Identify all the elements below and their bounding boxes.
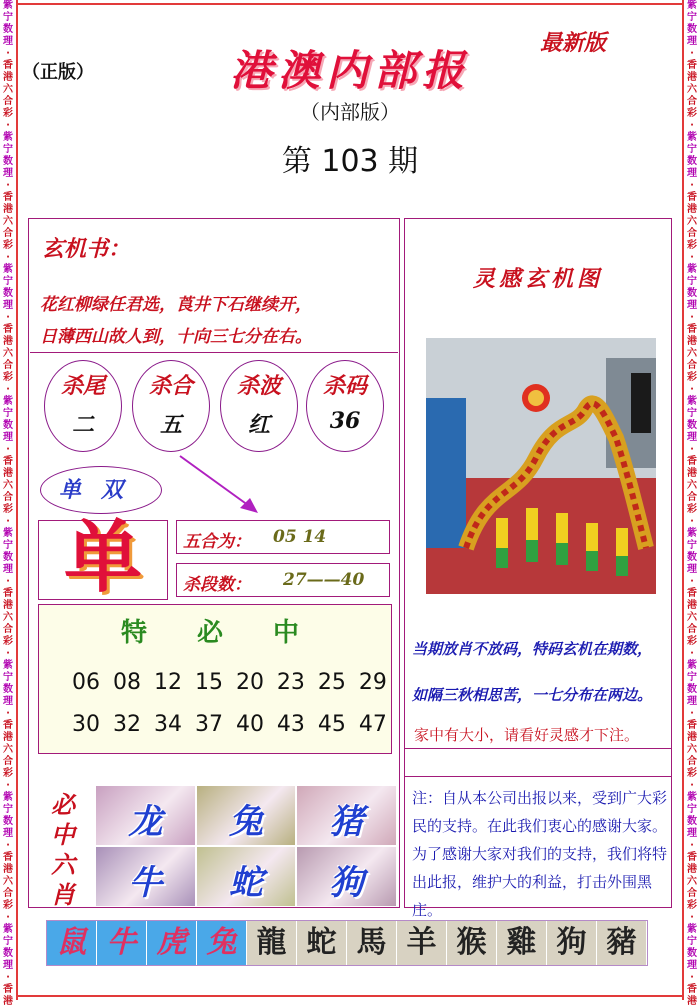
zodiac-cell: 雞 [497,921,547,965]
border-char: 六 [3,84,13,95]
border-char: · [6,840,10,851]
border-char: 港 [3,72,13,83]
zodiac-cell: 豬 [597,921,647,965]
border-char: 理 [687,696,697,707]
border-char: 彩 [687,372,697,383]
border-char: 紫 [687,0,697,11]
border-char: 彩 [687,108,697,119]
border-char: 紫 [687,264,697,275]
border-char: · [690,312,694,323]
border-char: · [690,576,694,587]
zodiac-cell-highlight: 兔 [197,921,247,965]
border-char: 紫 [687,792,697,803]
border-char: 香 [687,984,697,995]
border-char: 香 [687,324,697,335]
border-char: 紫 [687,132,697,143]
border-char: 港 [687,204,697,215]
wuhe-label: 五合为： [183,532,251,552]
border-char: 宁 [3,144,13,155]
border-char: 彩 [687,768,697,779]
border-char: 紫 [3,0,13,11]
border-char: 合 [3,624,13,635]
border-char: 香 [3,720,13,731]
border-char: 六 [687,744,697,755]
pick-value: 二 [71,412,94,438]
border-char: 港 [687,996,697,1007]
border-char: 合 [687,756,697,767]
poem-line-2: 如隔三秋相思苦，一七分布在两边。 [412,686,653,704]
page-title: 港澳内部报 [229,46,470,95]
border-char: 数 [3,552,13,563]
border-char: 宁 [687,672,697,683]
zodiac-cell: 蛇 [297,921,347,965]
border-char: 宁 [3,540,13,551]
border-char: 香 [3,60,13,71]
border-char: · [690,252,694,263]
pick-value: 36 [329,408,361,434]
border-char: 宁 [3,804,13,815]
border-char: 港 [3,204,13,215]
dragon-dance-photo [426,338,656,594]
pick-label: 杀波 [236,373,281,399]
border-char: 紫 [687,528,697,539]
border-char: · [690,120,694,131]
border-char: 六 [3,744,13,755]
border-char: 紫 [687,660,697,671]
border-char: 香 [687,192,697,203]
border-char: 香 [3,192,13,203]
border-char: 紫 [3,792,13,803]
border-char: 理 [3,300,13,311]
divider [404,748,672,749]
border-char: 合 [3,360,13,371]
zodiac-tile [197,847,296,906]
border-char: 数 [3,684,13,695]
bottom-border-line [18,995,682,997]
zodiac-cell: 羊 [397,921,447,965]
pick-value: 红 [247,412,270,438]
pick-value: 五 [159,412,182,438]
zodiac-label: 狗 [329,863,364,903]
border-char: 香 [687,720,697,731]
pick-label: 杀码 [322,373,367,399]
border-char: 宁 [687,408,697,419]
border-char: 合 [687,360,697,371]
border-char: 港 [3,996,13,1007]
pick-oval-code [306,360,384,452]
border-char: 六 [687,216,697,227]
border-char: 数 [3,24,13,35]
bzlx-char: 肖 [51,880,75,909]
border-char: 理 [3,960,13,971]
border-char: 港 [3,336,13,347]
big-char: 单 [63,512,142,603]
border-char: 合 [687,96,697,107]
border-char: · [6,444,10,455]
border-char: 紫 [3,528,13,539]
border-char: 香 [687,60,697,71]
border-char: · [6,972,10,983]
zodiac-cell: 狗 [547,921,597,965]
border-char: 合 [3,228,13,239]
zodiac-bar [46,920,648,966]
border-char: 宁 [687,144,697,155]
border-char: 理 [3,36,13,47]
border-char: 六 [3,612,13,623]
border-char: 彩 [687,240,697,251]
border-char: · [690,384,694,395]
border-char: 数 [3,948,13,959]
pick-label: 杀尾 [60,373,105,399]
tebizhong-title: 特必中 [120,618,349,648]
xuanji-title: 玄机书： [42,236,131,262]
border-char: 紫 [3,132,13,143]
border-char: 六 [687,84,697,95]
border-char: 紫 [3,924,13,935]
border-char: 港 [687,72,697,83]
border-char: 数 [687,420,697,431]
zodiac-tile [96,847,195,906]
edition-left: （正版） [22,62,94,83]
wuhe-box [176,520,390,554]
border-char: 港 [3,864,13,875]
border-char: 合 [3,492,13,503]
border-char: 紫 [3,264,13,275]
border-char: 香 [3,984,13,995]
border-char: 理 [3,696,13,707]
zodiac-label: 蛇 [228,863,263,903]
pick-label: 杀合 [148,373,193,399]
border-char: 合 [687,228,697,239]
border-char: 彩 [3,768,13,779]
tebizhong-row-1: 06 08 12 15 20 23 25 29 [72,670,387,695]
border-char: 六 [687,876,697,887]
border-char: 数 [687,552,697,563]
divider [404,776,672,777]
border-char: 宁 [687,540,697,551]
border-char: · [690,516,694,527]
border-char: 数 [3,816,13,827]
border-char: · [690,708,694,719]
border-char: 港 [3,600,13,611]
pick-oval-wave [220,360,298,452]
border-char: · [6,516,10,527]
border-char: · [6,708,10,719]
border-char: 宁 [3,408,13,419]
border-char: 宁 [3,936,13,947]
bet-note: 家中有大小，请看好灵感才下注。 [414,726,640,744]
zodiac-tile [96,786,195,845]
border-char: 数 [687,684,697,695]
zodiac-image-grid [96,786,396,906]
wuhe-value: 05 14 [273,527,327,547]
pick-oval-tail [44,360,122,452]
top-border-line [18,3,682,5]
border-char: 宁 [3,672,13,683]
border-char: 数 [687,288,697,299]
zodiac-cell-highlight: 鼠 [47,921,97,965]
xuanji-line-2: 日薄西山故人到，十向三七分在右。 [40,327,312,347]
divider [30,352,398,353]
page-subtitle: （内部版） [300,100,400,124]
border-char: 彩 [3,240,13,251]
border-char: 彩 [3,372,13,383]
border-char: 彩 [687,504,697,515]
qishu-value: 27——40 [283,570,365,590]
border-char: 港 [3,732,13,743]
border-char: 合 [3,888,13,899]
border-char: · [6,48,10,59]
border-char: · [690,972,694,983]
border-char: 港 [687,468,697,479]
border-char: 六 [3,348,13,359]
border-char: 港 [3,468,13,479]
border-char: 彩 [3,504,13,515]
zodiac-label: 猪 [329,802,364,842]
inspiration-title: 灵感玄机图 [472,266,603,292]
bzlx-label [46,790,80,910]
qishu-box [176,563,390,597]
border-char: 六 [687,480,697,491]
poem-line-1: 当期放肖不放码，特码玄机在期数， [412,640,653,658]
border-char: 数 [3,288,13,299]
zodiac-label: 兔 [228,802,263,842]
border-char: 合 [687,492,697,503]
qishu-label: 杀段数： [183,575,251,595]
border-char: 数 [687,948,697,959]
pick-oval-he [132,360,210,452]
border-char: 理 [3,564,13,575]
border-char: 港 [687,600,697,611]
border-char: 宁 [687,936,697,947]
zodiac-cell-highlight: 虎 [147,921,197,965]
border-char: 宁 [3,276,13,287]
border-char: 数 [687,156,697,167]
border-char: 彩 [3,636,13,647]
border-char: 港 [687,864,697,875]
border-char: 六 [3,216,13,227]
border-char: 港 [687,336,697,347]
border-char: 理 [687,300,697,311]
border-char: · [6,384,10,395]
border-char: 数 [3,156,13,167]
border-char: · [690,48,694,59]
border-char: 理 [687,960,697,971]
arrow-icon [170,450,270,520]
border-char: · [6,252,10,263]
border-char: 理 [687,432,697,443]
border-char: · [690,444,694,455]
border-char: 宁 [687,12,697,23]
border-char: 港 [687,732,697,743]
border-char: 六 [3,480,13,491]
zodiac-cell: 龍 [247,921,297,965]
border-char: 六 [3,876,13,887]
zodiac-cell: 馬 [347,921,397,965]
border-char: 数 [687,24,697,35]
border-char: 香 [3,588,13,599]
zodiac-label: 牛 [128,863,163,903]
bzlx-char: 必 [51,790,75,819]
border-char: · [6,912,10,923]
zodiac-tile [297,847,396,906]
border-char: · [690,180,694,191]
border-char: · [6,312,10,323]
border-char: 紫 [3,660,13,671]
border-char: 数 [3,420,13,431]
border-char: 紫 [3,396,13,407]
company-notice: 注：自从本公司出报以来，受到广大彩民的支持。在此我们衷心的感谢大家。为了感谢大家对我们的支持，我们将特出此报，维护大的利益，打击外围黑庄。 [412,789,668,919]
border-char: 合 [687,624,697,635]
zodiac-tile [197,786,296,845]
zodiac-cell-highlight: 牛 [97,921,147,965]
border-char: 理 [687,828,697,839]
border-char: 宁 [687,804,697,815]
edition-right: 最新版 [540,30,607,56]
border-char: · [690,648,694,659]
border-char: · [690,912,694,923]
border-char: 香 [687,852,697,863]
border-char: 香 [3,456,13,467]
border-char: 理 [3,168,13,179]
border-char: 彩 [3,108,13,119]
border-char: · [6,576,10,587]
border-char: 香 [687,588,697,599]
border-char: 六 [687,348,697,359]
border-char: · [690,840,694,851]
border-char: 宁 [687,276,697,287]
border-char: 彩 [687,900,697,911]
border-char: · [6,120,10,131]
zodiac-label: 龙 [128,802,163,842]
border-char: 香 [3,852,13,863]
border-char: 宁 [3,12,13,23]
border-char: 香 [687,456,697,467]
border-char: 理 [3,432,13,443]
border-char: 理 [3,828,13,839]
border-char: · [6,180,10,191]
border-char: 彩 [3,900,13,911]
tebizhong-row-2: 30 32 34 37 40 43 45 47 [72,712,387,737]
border-char: 彩 [687,636,697,647]
border-char: 理 [687,564,697,575]
bzlx-char: 六 [51,850,75,879]
zodiac-cell: 猴 [447,921,497,965]
danshuang-oval: 单双 [40,466,162,514]
border-char: · [6,780,10,791]
border-char: 六 [687,612,697,623]
zodiac-tile [297,786,396,845]
issue-number: 第 103 期 [281,144,419,179]
border-char: · [690,780,694,791]
border-char: 数 [687,816,697,827]
border-char: 紫 [687,924,697,935]
border-char: 理 [687,168,697,179]
border-char: · [6,648,10,659]
border-char: 合 [3,96,13,107]
border-char: 合 [687,888,697,899]
border-char: 香 [3,324,13,335]
border-char: 紫 [687,396,697,407]
border-char: 合 [3,756,13,767]
xuanji-line-1: 花红柳绿任君选，莨井下石继续开， [40,295,312,315]
bzlx-char: 中 [51,820,75,849]
border-char: 理 [687,36,697,47]
